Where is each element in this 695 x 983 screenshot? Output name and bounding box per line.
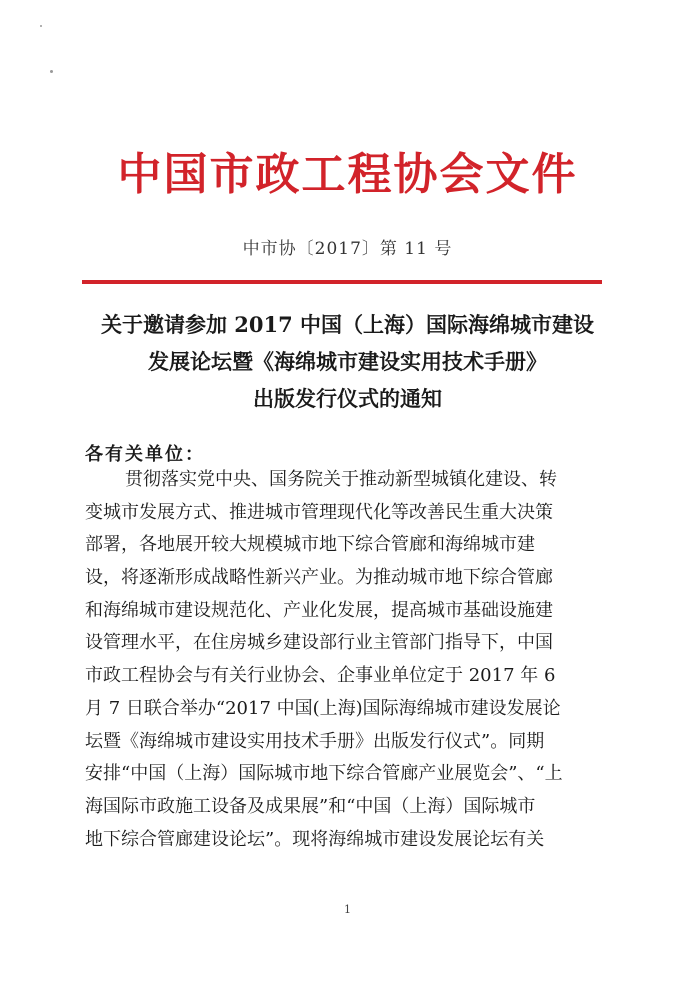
body-line: 贯彻落实党中央、国务院关于推动新型城镇化建设、转 xyxy=(125,469,557,490)
notice-title xyxy=(60,306,635,417)
body-line: 月 7 日联合举办“2017 中国(上海)国际海绵城市建设发展论 xyxy=(85,697,561,719)
red-separator-line xyxy=(82,280,602,284)
document-header-title: 中国市政工程协会文件 xyxy=(117,149,578,200)
body-line: 地下综合管廊建设论坛”。现将海绵城市建设发展论坛有关 xyxy=(85,828,545,850)
body-line: 坛暨《海绵城市建设实用技术手册》出版发行仪式”。同期 xyxy=(85,730,545,752)
notice-title-line: 关于邀请参加 2017 中国（上海）国际海绵城市建设 xyxy=(100,312,595,337)
body-line: 部署，各地展开较大规模城市地下综合管廊和海绵城市建 xyxy=(85,534,535,556)
body-line: 设，将逐渐形成战略性新兴产业。为推动城市地下综合管廊 xyxy=(85,567,553,589)
body-line: 和海绵城市建设规范化、产业化发展，提高城市基础设施建 xyxy=(85,599,553,621)
body-line: 设管理水平，在住房城乡建设部行业主管部门指导下，中国 xyxy=(85,632,553,654)
scan-speck xyxy=(50,70,53,73)
notice-title-line: 发展论坛暨《海绵城市建设实用技术手册》 xyxy=(148,349,547,374)
body-line: 变城市发展方式、推进城市管理现代化等改善民生重大决策 xyxy=(85,501,553,523)
notice-title-line: 出版发行仪式的通知 xyxy=(253,386,442,411)
body-line: 海国际市政施工设备及成果展”和“中国（上海）国际城市 xyxy=(85,795,536,817)
body-line: 安排“中国（上海）国际城市地下综合管廊产业展览会”、“上 xyxy=(85,763,563,785)
document-number: 中市协〔2017〕第 11 号 xyxy=(242,239,453,259)
scan-speck xyxy=(40,25,42,27)
body-paragraph xyxy=(85,464,605,856)
salutation: 各有关单位： xyxy=(85,444,205,465)
page-number: 1 xyxy=(344,903,351,916)
body-line: 市政工程协会与有关行业协会、企事业单位定于 2017 年 6 xyxy=(85,665,556,687)
